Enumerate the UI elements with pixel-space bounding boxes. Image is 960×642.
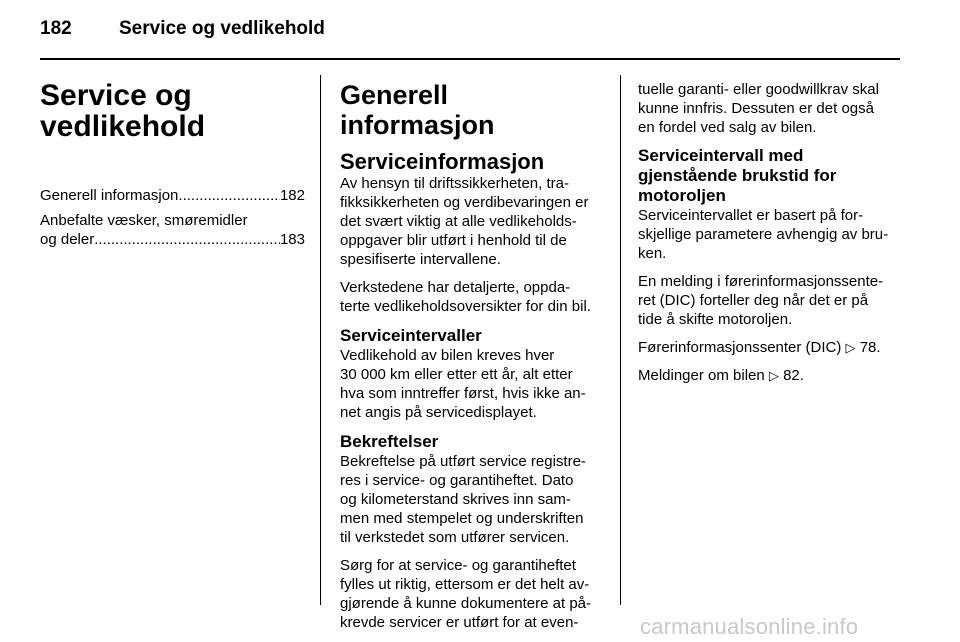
page-reference-icon: ▷: [768, 368, 779, 383]
toc-entry-label: og deler: [40, 231, 95, 248]
heading-service-info: Serviceinformasjon: [340, 149, 545, 174]
reference-page: 82.: [783, 367, 804, 384]
reference-text: Meldinger om bilen: [638, 367, 765, 384]
column-1: [40, 72, 305, 255]
paragraph: Vedlikehold av bilen kreves hver 30 000 km eller etter ett år, alt etter hva som inntreffer først, hvis ikke an- net angis på servicedisplayet.: [340, 347, 586, 421]
paragraph: Bekreftelse på utført service registre- res i service- og garantiheftet. Dato og kilometerstand skrives inn sam- men med stempelet og underskriften til verkstedet som utfører servicen.: [340, 453, 586, 546]
toc-leader-dots: [94, 230, 280, 249]
reference-text: Førerinformasjonssenter (DIC): [638, 339, 842, 356]
column-divider-1: [320, 75, 321, 605]
page-number: 182: [40, 18, 72, 39]
watermark: carmanualsonline.info: [640, 614, 859, 639]
chapter-title-line: Service og: [40, 79, 192, 112]
toc-page-number: 182: [279, 187, 305, 204]
section-title: Service og vedlikehold: [119, 18, 325, 39]
cross-reference-messages[interactable]: [638, 366, 908, 385]
column-divider-2: [620, 75, 621, 605]
column-2: [340, 72, 610, 641]
paragraph: tuelle garanti- eller goodwillkrav skal kunne innfris. Dessuten er det også en fordel ved salg av bilen.: [638, 81, 879, 136]
toc-leader-dots: [178, 186, 280, 205]
cross-reference-dic[interactable]: [638, 338, 908, 357]
paragraph: Verkstedene har detaljerte, oppda- terte vedlikeholdsoversikter for din bil.: [340, 279, 591, 315]
heading-general-info: Generell informasjon: [340, 80, 495, 140]
reference-page: 78.: [859, 339, 881, 356]
column-3: [638, 80, 908, 394]
heading-oil-life: Serviceintervall med gjenstående brukstid for motoroljen: [638, 146, 837, 205]
toc-page-number: 183: [279, 231, 305, 248]
toc-entry-fluids[interactable]: [40, 211, 305, 249]
paragraph: Sørg for at service- og garantiheftet fylles ut riktig, ettersom er det helt av- gjørende å kunne dokumentere at på- krevde servicer er utført for at even-: [340, 557, 591, 631]
toc-entry-label: Anbefalte væsker, smøremidler: [40, 212, 248, 229]
page-reference-icon: ▷: [845, 340, 856, 355]
chapter-title-line: vedlikehold: [40, 110, 206, 143]
paragraph: Av hensyn til driftssikkerheten, tra- fikksikkerheten og verdibevaringen er det svært viktig at alle vedlikeholds- oppgaver blir utført i henhold til de spesifiserte intervallene.: [340, 175, 589, 268]
paragraph: Serviceintervallet er basert på for- skjellige parametere avhengig av bru- ken.: [638, 207, 889, 262]
heading-confirmations: Bekreftelser: [340, 432, 439, 451]
toc-entry-general-info[interactable]: [40, 186, 305, 205]
header-rule: [40, 58, 900, 60]
toc-entry-label: Generell informasjon: [40, 187, 179, 204]
heading-service-intervals: Serviceintervaller: [340, 326, 482, 345]
chapter-title: [40, 80, 305, 142]
paragraph: En melding i førerinformasjonssente- ret (DIC) forteller deg når det er på tide å skifte motoroljen.: [638, 273, 884, 328]
